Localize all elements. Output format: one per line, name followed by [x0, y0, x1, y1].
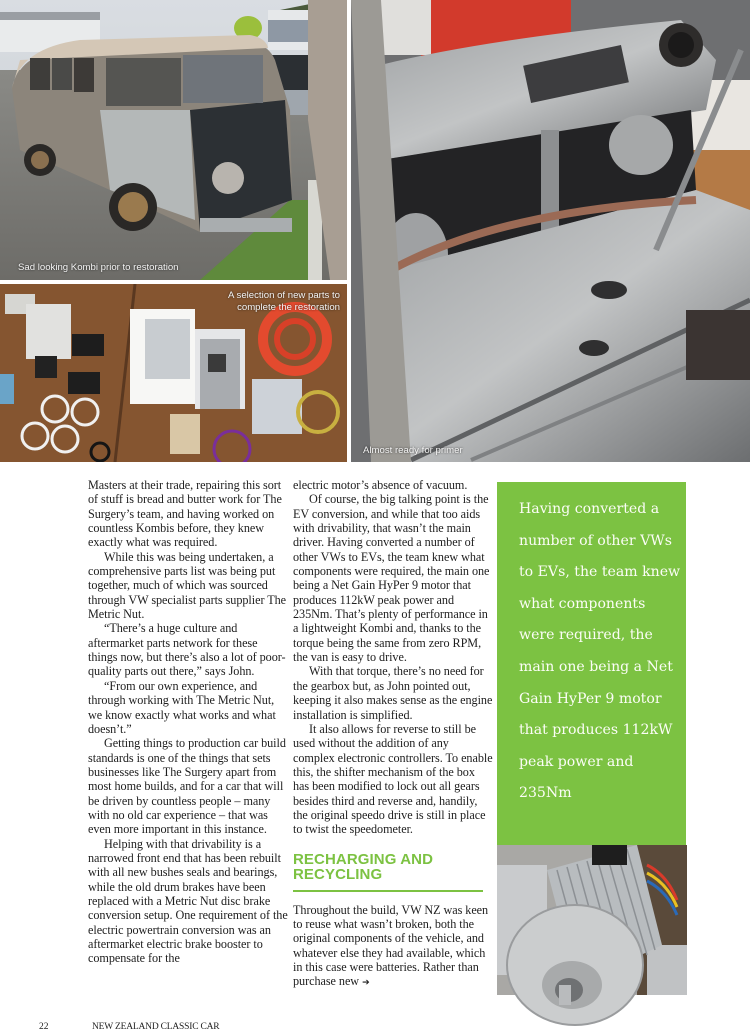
arrow-right-icon: ➔ — [362, 978, 370, 989]
photo-kombi-van-icon — [0, 0, 347, 280]
paragraph: “There’s a huge culture and aftermarket parts network for these things now, but there’s also a lot of poor-quality parts out there,” says John. — [88, 621, 286, 679]
paragraph: With that torque, there’s no need for the gearbox but, as John pointed out, keeping it also makes sense as the engine installation is simplified. — [293, 664, 493, 722]
interior-caption: Almost ready for primer — [363, 445, 463, 456]
parts-photo — [0, 284, 347, 462]
paragraph: electric motor’s absence of vacuum. — [293, 478, 468, 492]
paragraph: It also allows for reverse to still be used without the addition of any complex electronic controllers. To enable this, the shifter mechanism of the box has been modified to lock out all gears besides third and reverse and, handily, the original speedo drive is still in place to twist the speedometer. — [293, 721, 493, 837]
page-number: 22 — [39, 1022, 49, 1032]
article-column-2 — [293, 478, 493, 991]
article-column-1 — [88, 478, 288, 966]
paragraph — [293, 903, 493, 991]
paragraph-text: Throughout the build, VW NZ was keen to reuse what wasn’t broken, both the original components of the vehicle, and whatever else they had available, which in this case were batteries. Rather than purchase new — [293, 902, 489, 989]
kombi-photo — [0, 0, 347, 280]
parts-caption: A selection of new parts to complete the restoration — [228, 290, 340, 313]
paragraph: While this was being undertaken, a comprehensive parts list was being put together, much of which was sourced through VW specialist parts supplier The Metric Nut. — [88, 549, 287, 622]
photo-stripped-interior-icon — [351, 0, 750, 462]
interior-photo — [351, 0, 750, 462]
magazine-name: NEW ZEALAND CLASSIC CAR — [92, 1022, 220, 1032]
heading-rule — [293, 890, 483, 892]
paragraph: Of course, the big talking point is the EV conversion, and while that too aids with drivability, that wasn’t the main driver. Having converted a number of other VWs to EVs, the team knew what components were required, the main one being a Net Gain HyPer 9 motor that produces 112kW peak power and 235Nm. That’s plenty of performance in a lightweight Kombi and, thanks to the torque being the same from zero RPM, the van is easy to drive. — [293, 492, 490, 665]
photo-electric-motor-icon — [497, 845, 687, 1027]
paragraph: Getting things to production car build standards is one of the things that sets businesses like The Surgery apart from most home builds, and for a car that will be driven by countless people – many with no old car experience – that was even more important in this instance. — [88, 736, 286, 837]
kombi-caption: Sad looking Kombi prior to restoration — [18, 262, 179, 273]
section-heading: RECHARGING AND RECYCLING — [293, 850, 434, 883]
paragraph: “From our own experience, and through working with The Metric Nut, we know exactly what works and what doesn’t.” — [88, 678, 276, 736]
pull-quote-text: Having converted a number of other VWs to EVs, the team knew what components were required, the main one being a Net Gain HyPer 9 motor that produces 112kW peak power and 235Nm — [519, 501, 681, 802]
paragraph: Helping with that drivability is a narrowed front end that has been rebuilt with all new bushes seals and bearings, while the old drum brakes have been replaced with a Metric Nut disc brake conversion setup. One requirement of the electric powertrain conversion was an aftermarket electric brake booster to compensate for the — [88, 836, 288, 966]
motor-photo — [497, 845, 687, 1027]
pull-quote-box — [497, 482, 686, 845]
paragraph: Masters at their trade, repairing this sort of stuff is bread and butter work for The Surgery’s team, and having worked on countless Kombis before, they knew exactly what was required. — [88, 478, 282, 550]
